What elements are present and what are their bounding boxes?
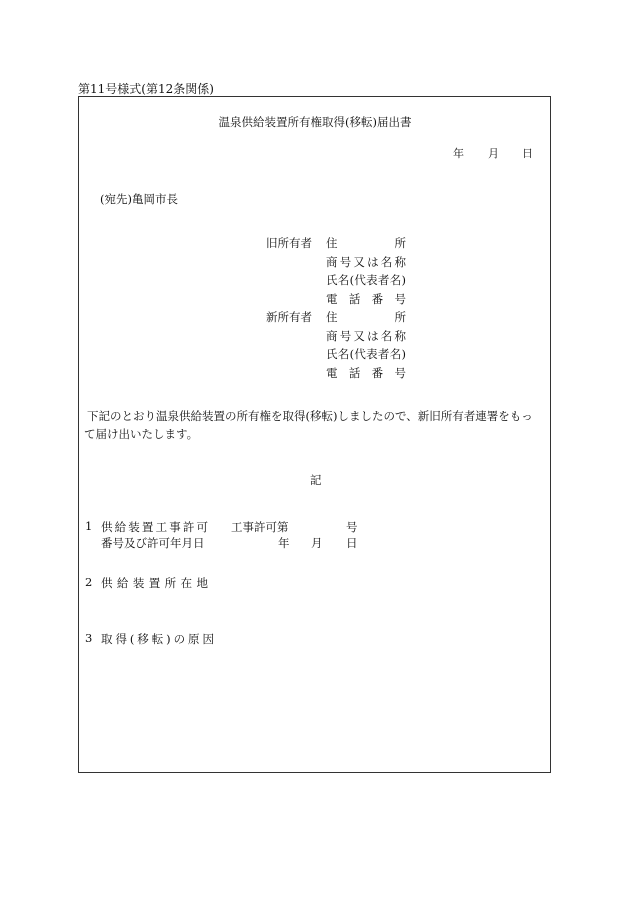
new-owner-label: 新所有者 xyxy=(266,310,312,324)
new-owner-phone-label: 電話番号 xyxy=(326,366,406,380)
date-month-label: 月 xyxy=(488,147,499,160)
old-owner-trade-name-label: 商号又は名称 xyxy=(326,255,406,269)
form-number: 第11号様式(第12条関係) xyxy=(78,82,214,96)
body-text-line1: 下記のとおり温泉供給装置の所有権を取得(移転)しましたので、新旧所有者連署をもっ xyxy=(87,409,533,423)
old-owner-name-label: 氏名(代表者名) xyxy=(326,273,406,287)
section-1-label-line2: 番号及び許可年月日 xyxy=(101,536,205,550)
section-2-number: 2 xyxy=(85,575,93,589)
permit-number-suffix: 号 xyxy=(346,520,358,534)
new-owner-address-label: 住所 xyxy=(326,310,406,324)
ki-heading: 記 xyxy=(310,473,322,487)
section-3-number: 3 xyxy=(85,631,93,645)
document-title: 温泉供給装置所有権取得(移転)届出書 xyxy=(218,115,412,129)
section-1-label-line1: 供給装置工事許可 xyxy=(101,520,208,534)
date-year-label: 年 xyxy=(453,147,464,160)
permit-date-month-label: 月 xyxy=(311,536,323,550)
new-owner-name-label: 氏名(代表者名) xyxy=(326,347,406,361)
permit-number-prefix: 工事許可第 xyxy=(231,520,289,534)
section-1-number: 1 xyxy=(85,519,93,533)
old-owner-label: 旧所有者 xyxy=(266,236,312,250)
body-text-line2: て届け出いたします。 xyxy=(84,427,199,441)
new-owner-trade-name-label: 商号又は名称 xyxy=(326,329,406,343)
section-3-label: 取得(移転)の原因 xyxy=(101,632,214,646)
permit-date-day-label: 日 xyxy=(346,536,358,550)
permit-date-year-label: 年 xyxy=(278,536,290,550)
section-2-label: 供給装置所在地 xyxy=(101,576,208,590)
old-owner-phone-label: 電話番号 xyxy=(326,292,406,306)
addressee: (宛先)亀岡市長 xyxy=(100,192,178,206)
date-day-label: 日 xyxy=(522,147,533,160)
old-owner-address-label: 住所 xyxy=(326,236,406,250)
